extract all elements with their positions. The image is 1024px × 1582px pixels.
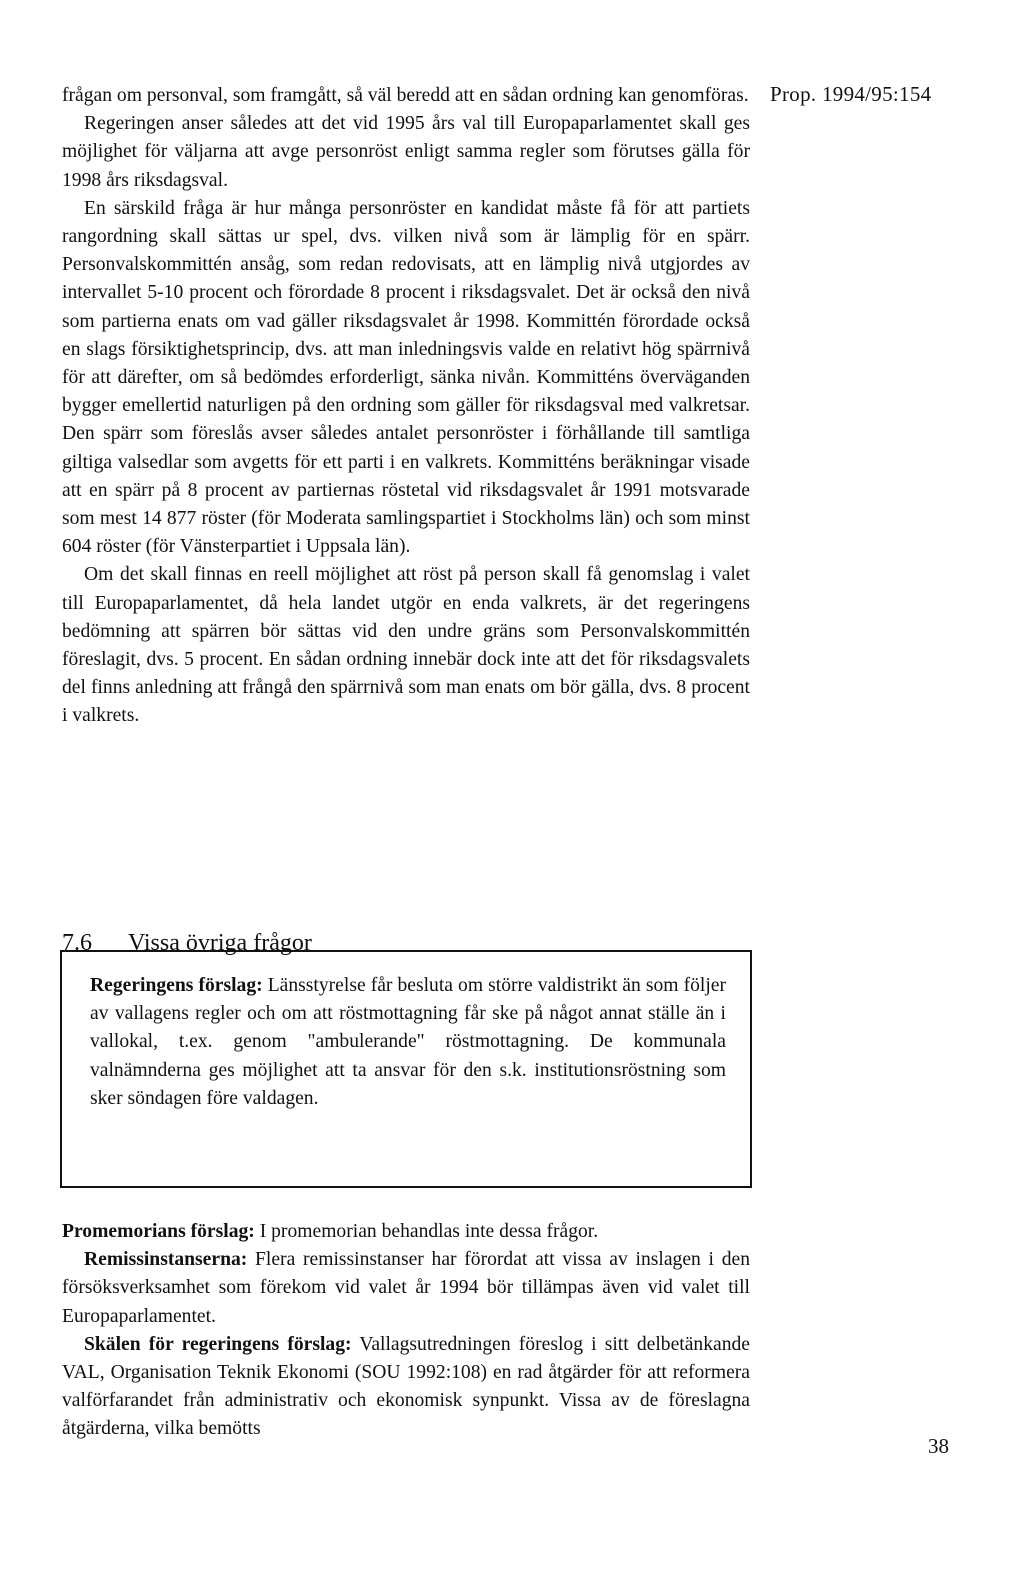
proposal-box <box>60 950 752 1188</box>
paragraph-label: Promemorians förslag: <box>62 1221 255 1242</box>
paragraph: Regeringen anser således att det vid 1995 års val till Europaparlamentet skall ges möjlighet för väljarna att avge personröst enligt samma regler som förutses gälla för 1998 års riksdagsval. <box>62 113 750 191</box>
proposal-text <box>90 972 726 1113</box>
proposal-body: Länsstyrelse får besluta om större valdistrikt än som följer av vallagens regler och om att röstmottagning får ske på något annat ställe än i vallokal, t.ex. genom "ambulerande" röstmottagning. De kommunala valnämnderna ges möjlighet att ta ansvar för den s.k. institutionsröstning som sker söndagen före valdagen. <box>90 975 726 1109</box>
section-title: Vissa övriga frågor <box>128 930 312 956</box>
page-number: 38 <box>928 1434 949 1458</box>
proposition-reference: Prop. 1994/95:154 <box>770 82 932 106</box>
paragraph <box>62 1218 750 1246</box>
paragraph <box>62 1246 750 1331</box>
paragraph: En särskild fråga är hur många personröster en kandidat måste få för att partiets rangordning skall sättas ur spel, dvs. vilken nivå som är lämplig för en spärr. Personvalskommittén ansåg, som redan redovisats, att en lämplig nivå utgjordes av intervallet 5-10 procent och förordade 8 procent i riksdagsvalet. Det är också den nivå som partierna enats om vad gäller riksdagsvalet år 1998. Kommittén förordade också en slags försiktighetsprincip, dvs. att man inledningsvis valde en relativt hög spärrnivå för att därefter, om så bedömdes erforderligt, sänka nivån. Kommitténs överväganden bygger emellertid naturligen på den ordning som gäller för riksdagsval med valkretsar. Den spärr som föreslås avser således antalet personröster i förhållande till samtliga giltiga valsedlar som avgetts för ett parti i en valkrets. Kommitténs beräkningar visade att en spärr på 8 procent av partiernas röstetal vid riksdagsvalet år 1991 motsvarade som mest 14 877 röster (för Moderata samlingspartiet i Stockholms län) och som minst 604 röster (för Vänsterpartiet i Uppsala län). <box>62 197 750 558</box>
paragraph: frågan om personval, som framgått, så väl beredd att en sådan ordning kan genomföras. <box>62 85 749 106</box>
paragraph-label: Remissinstanserna: <box>84 1249 248 1271</box>
section-number: 7.6 <box>62 930 92 956</box>
body-text-lower <box>62 1218 750 1444</box>
paragraph: Om det skall finnas en reell möjlighet att röst på person skall få genomslag i valet till Europaparlamentet, då hela landet utgör en enda valkrets, är det regeringens bedömning att spärren bör sättas vid den undre gräns som Personvalskommittén föreslagit, dvs. 5 procent. En sådan ordning innebär dock inte att det för riksdagsvalets del finns anledning att frångå den spärrnivå som man enats om bör gälla, dvs. 8 procent i valkrets. <box>62 564 750 727</box>
paragraph-text: I promemorian behandlas inte dessa frågor. <box>254 1221 599 1242</box>
paragraph-text: Flera remissinstanser har förordat att vissa av inslagen i den försöksverksamhet som förekom vid valet år 1994 bör tillämpas även vid valet till Europaparlamentet. <box>62 1249 750 1327</box>
body-text-upper <box>62 82 750 731</box>
paragraph-text: Vallagsutredningen föreslog i sitt delbetänkande VAL, Organisation Teknik Ekonomi (SOU 1992:108) en rad åtgärder för att reformera valförfarandet från administrativ och ekonomisk synpunkt. Vissa av de föreslagna åtgärderna, vilka bemötts <box>62 1333 751 1440</box>
paragraph-label: Skälen för regeringens förslag: <box>84 1333 352 1355</box>
proposal-label: Regeringens förslag: <box>90 975 263 996</box>
paragraph <box>62 1331 750 1444</box>
